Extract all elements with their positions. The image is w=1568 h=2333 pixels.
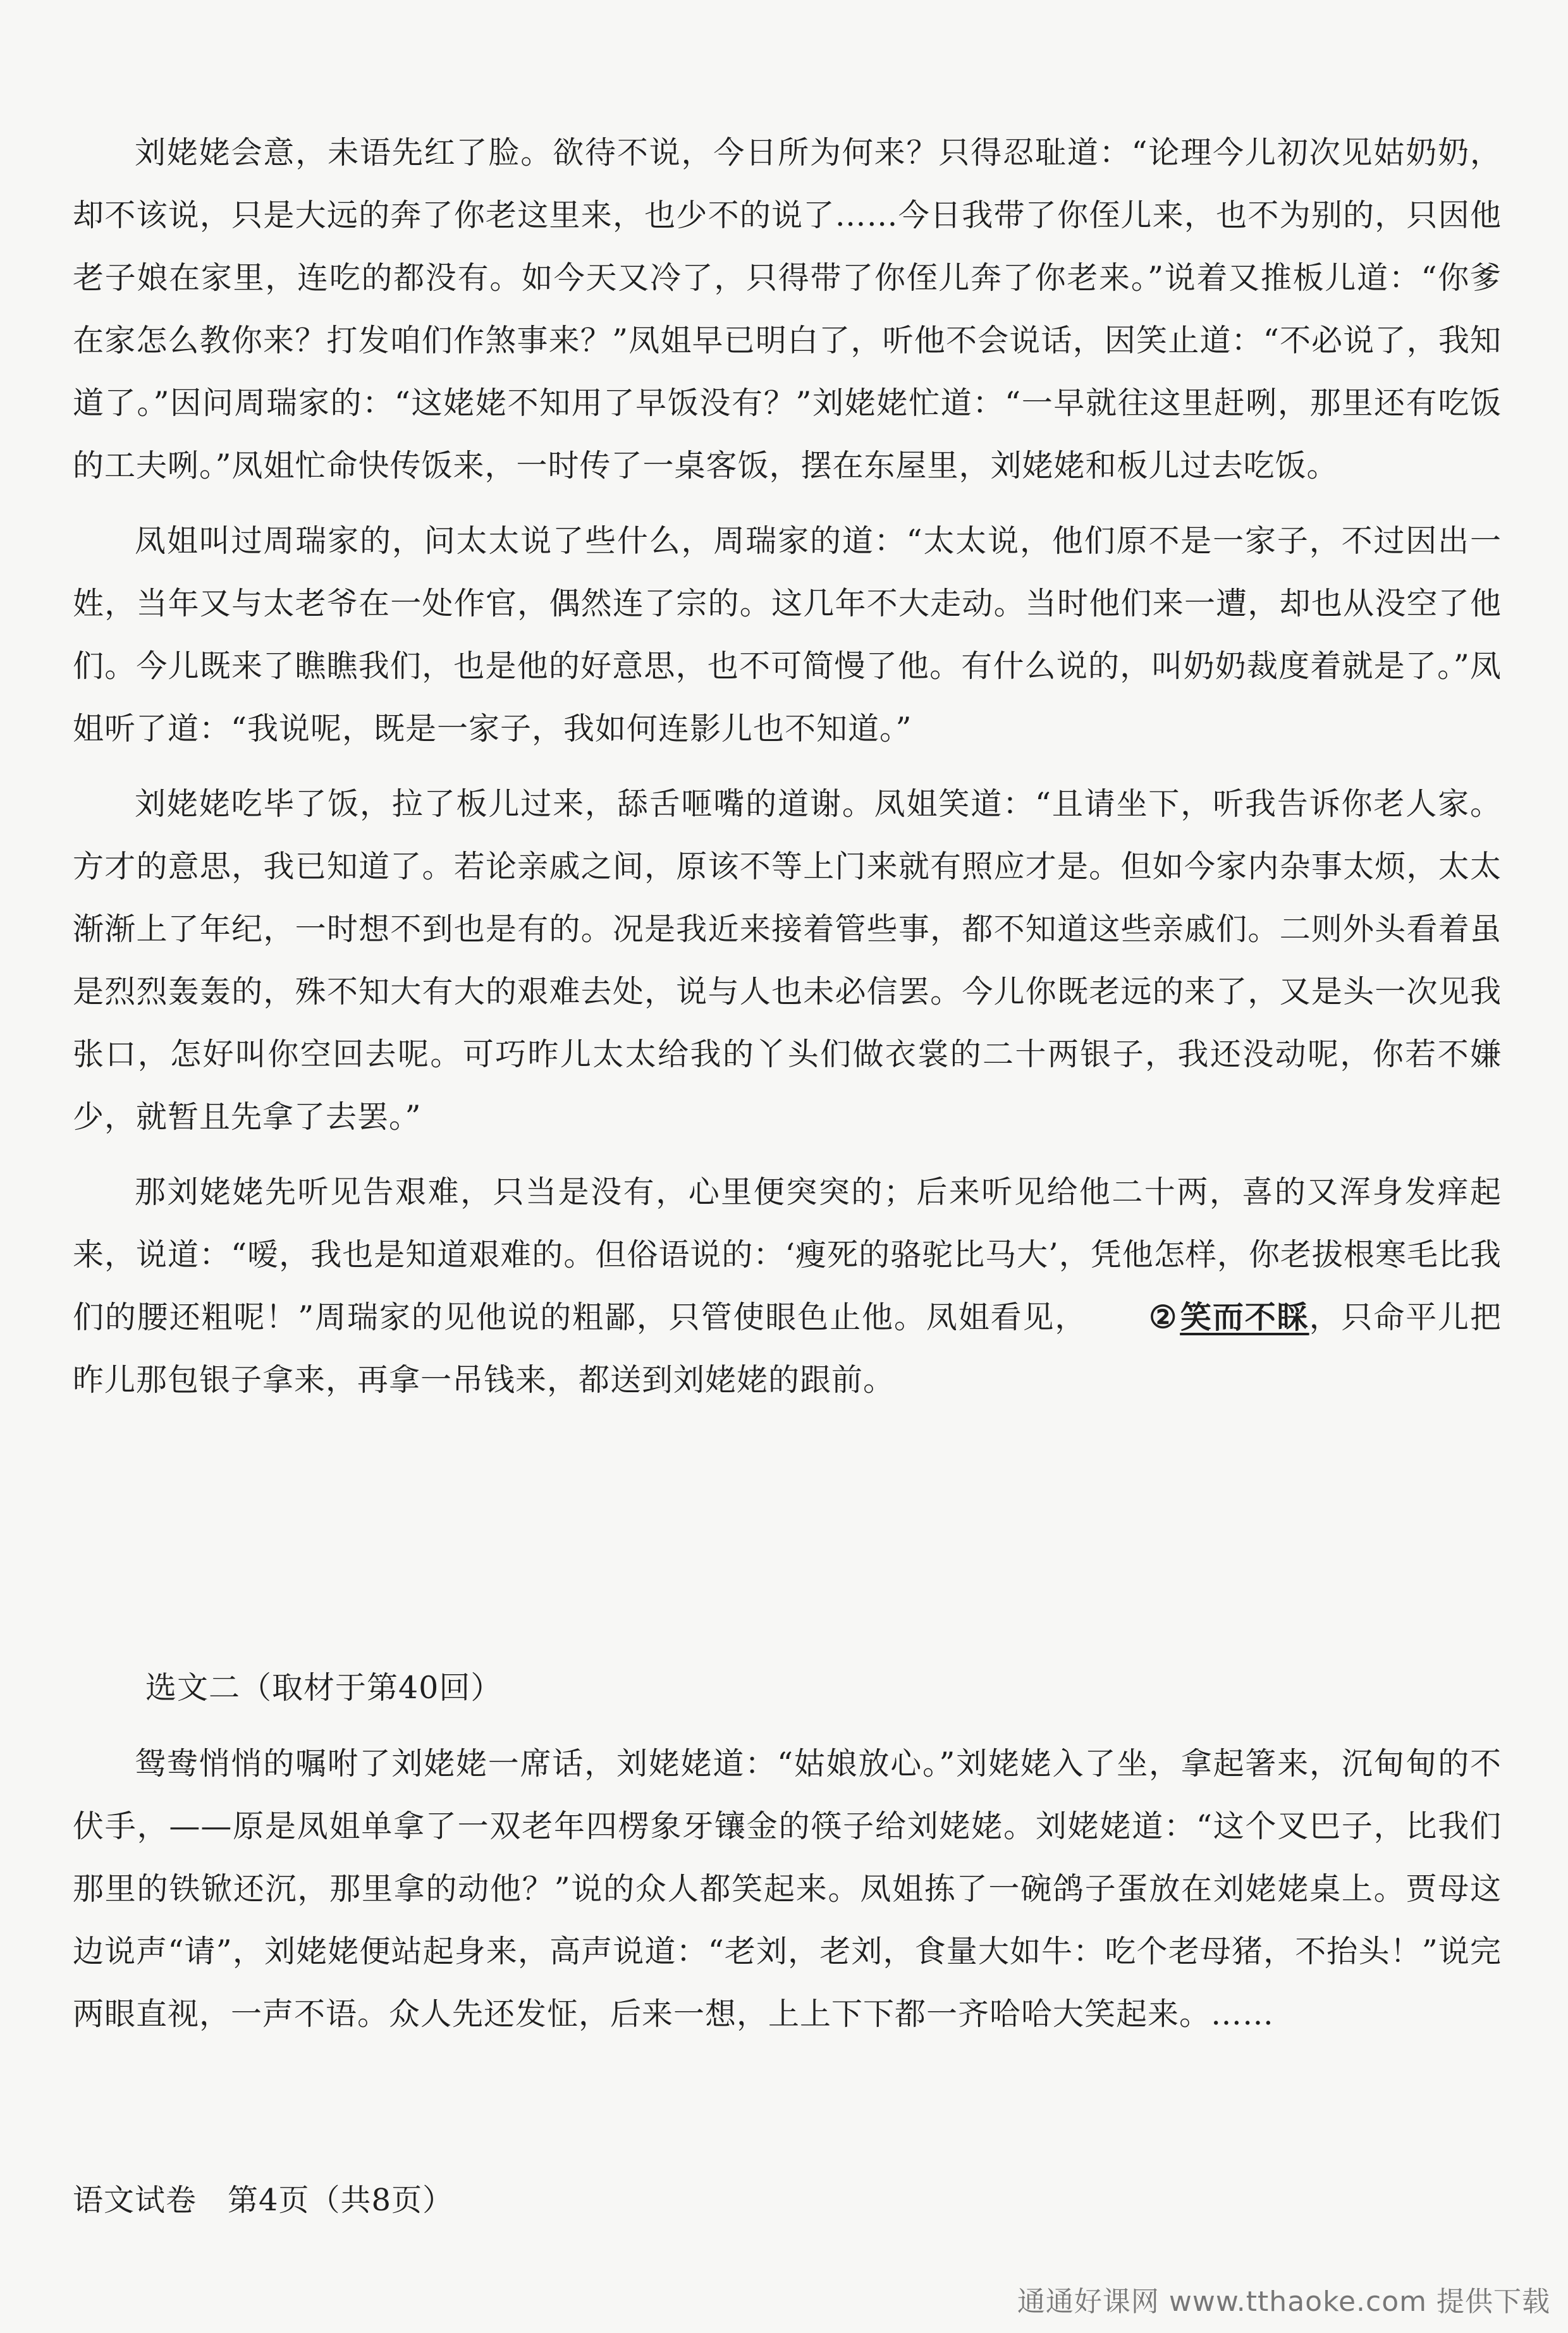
paragraph-4-tail: ，只命平儿把昨儿那包银子拿来，再拿一吊钱来，都送到刘姥姥的跟前。 xyxy=(73,1299,1502,1398)
page-number-label: 语文试卷 第4页（共8页） xyxy=(73,2183,454,2218)
passage-two xyxy=(73,1732,1502,2045)
watermark-text: 通通好课网 www.tthaoke.com 提供下载 xyxy=(1017,2286,1550,2318)
passage-one xyxy=(73,121,1502,1411)
marker-circled-2: ② xyxy=(1149,1299,1178,1335)
paragraph-4 xyxy=(73,1161,1502,1411)
paragraph-4-main: 那刘姥姥先听见告艰难，只当是没有，心里便突突的；后来听见给他二十两，喜的又浑身发痒起来，说道：“嗳，我也是知道艰难的。但俗语说的：‘瘦死的骆驼比马大’，凭他怎样，你老拔根寒毛比我们的腰还粗呢！”周瑞家的见他说的粗鄙，只管使眼色止他。凤姐看见， xyxy=(73,1174,1502,1335)
marked-phrase xyxy=(1087,1299,1309,1335)
marked-phrase-text: 笑而不睬 xyxy=(1180,1299,1309,1335)
selection-title: 选文二（取材于第40回） xyxy=(145,1670,503,1706)
paragraph-2: 凤姐叫过周瑞家的，问太太说了些什么，周瑞家的道：“太太说，他们原不是一家子，不过因出一姓，当年又与太老爷在一处作官，偶然连了宗的。这几年不大走动。当时他们来一遭，却也从没空了他们。今儿既来了瞧瞧我们，也是他的好意思，也不可简慢了他。有什么说的，叫奶奶裁度着就是了。”凤姐听了道：“我说呢，既是一家子，我如何连影儿也不知道。” xyxy=(73,523,1502,747)
paragraph-1: 刘姥姥会意，未语先红了脸。欲待不说，今日所为何来？只得忍耻道：“论理今儿初次见姑奶奶，却不该说，只是大远的奔了你老这里来，也少不的说了……今日我带了你侄儿来，也不为别的，只因他老子娘在家里，连吃的都没有。如今天又冷了，只得带了你侄儿奔了你老来。”说着又推板儿道：“你爹在家怎么教你来？打发咱们作煞事来？”凤姐早已明白了，听他不会说话，因笑止道：“不必说了，我知道了。”因问周瑞家的：“这姥姥不知用了早饭没有？”刘姥姥忙道：“一早就往这里赶咧，那里还有吃饭的工夫咧。”凤姐忙命快传饭来，一时传了一桌客饭，摆在东屋里，刘姥姥和板儿过去吃饭。 xyxy=(73,135,1502,484)
paragraph-3: 刘姥姥吃毕了饭，拉了板儿过来，舔舌咂嘴的道谢。凤姐笑道：“且请坐下，听我告诉你老人家。方才的意思，我已知道了。若论亲戚之间，原该不等上门来就有照应才是。但如今家内杂事太烦，太太渐渐上了年纪，一时想不到也是有的。况是我近来接着管些事，都不知道这些亲戚们。二则外头看着虽是烈烈轰轰的，殊不知大有大的艰难去处，说与人也未必信罢。今儿你既老远的来了，又是头一次见我张口，怎好叫你空回去呢。可巧昨儿太太给我的丫头们做衣裳的二十两银子，我还没动呢，你若不嫌少，就暂且先拿了去罢。” xyxy=(73,786,1502,1135)
selection-paragraph: 鸳鸯悄悄的嘱咐了刘姥姥一席话，刘姥姥道：“姑娘放心。”刘姥姥入了坐，拿起箸来，沉甸甸的不伏手，——原是凤姐单拿了一双老年四楞象牙镶金的筷子给刘姥姥。刘姥姥道：“这个叉巴子，比我们那里的铁锨还沉，那里拿的动他？”说的众人都笑起来。凤姐拣了一碗鸽子蛋放在刘姥姥桌上。贾母这边说声“请”，刘姥姥便站起身来，高声说道：“老刘，老刘，食量大如牛：吃个老母猪，不抬头！”说完两眼直视，一声不语。众人先还发怔，后来一想，上上下下都一齐哈哈大笑起来。…… xyxy=(73,1746,1502,2032)
